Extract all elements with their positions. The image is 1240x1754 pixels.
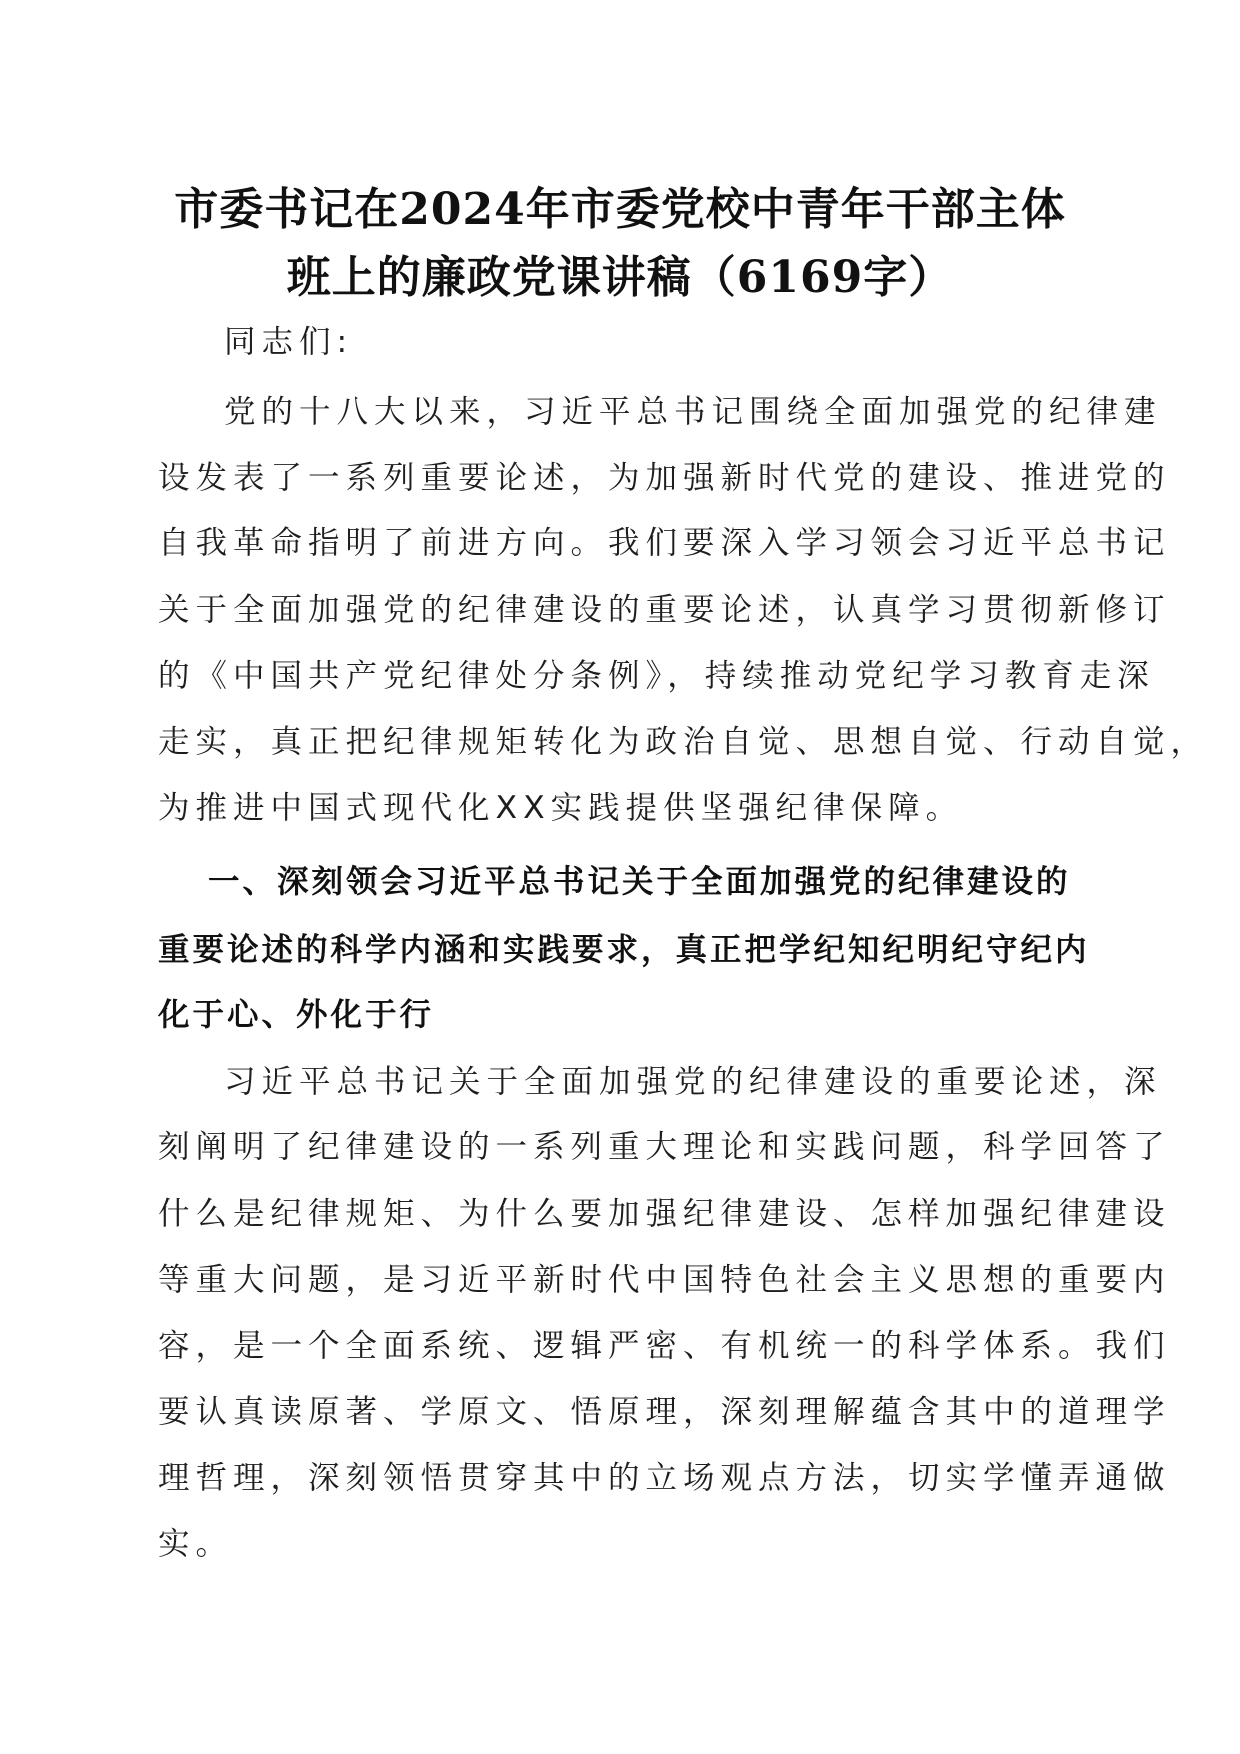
intro-line: 关于全面加强党的纪律建设的重要论述，认真学习贯彻新修订	[158, 592, 1171, 628]
intro-line: 设发表了一系列重要论述，为加强新时代党的建设、推进党的	[158, 460, 1171, 496]
intro-line: 党的十八大以来，习近平总书记围绕全面加强党的纪律建	[224, 394, 1162, 430]
body-line: 理哲理，深刻领悟贯穿其中的立场观点方法，切实学懂弄通做	[158, 1460, 1171, 1496]
section-heading-line: 化于心、外化于行	[158, 997, 435, 1033]
body-line: 什么是纪律规矩、为什么要加强纪律建设、怎样加强纪律建设	[158, 1196, 1171, 1232]
salutation: 同志们:	[224, 324, 354, 360]
document-title-line-2: 班上的廉政党课讲稿（6169字）	[286, 252, 954, 303]
body-line: 实。	[158, 1526, 234, 1562]
body-line: 容，是一个全面系统、逻辑严密、有机统一的科学体系。我们	[158, 1328, 1171, 1364]
body-line: 习近平总书记关于全面加强党的纪律建设的重要论述，深	[224, 1064, 1162, 1100]
intro-line: 自我革命指明了前进方向。我们要深入学习领会习近平总书记	[158, 525, 1171, 561]
body-line: 要认真读原著、学原文、悟原理，深刻理解蕴含其中的道理学	[158, 1394, 1171, 1430]
intro-line: 为推进中国式现代化XX实践提供坚强纪律保障。	[158, 790, 964, 826]
intro-line: 走实，真正把纪律规矩转化为政治自觉、思想自觉、行动自觉，	[158, 724, 1209, 760]
intro-line: 的《中国共产党纪律处分条例》，持续推动党纪学习教育走深	[158, 658, 1155, 694]
body-line: 刻阐明了纪律建设的一系列重大理论和实践问题，科学回答了	[158, 1129, 1171, 1165]
document-title-line-1: 市委书记在2024年市委党校中青年干部主体	[174, 184, 1066, 235]
section-heading-line: 一、深刻领会习近平总书记关于全面加强党的纪律建设的	[208, 864, 1071, 900]
body-line: 等重大问题，是习近平新时代中国特色社会主义思想的重要内	[158, 1262, 1171, 1298]
section-heading-line: 重要论述的科学内涵和实践要求，真正把学纪知纪明纪守纪内	[158, 932, 1090, 968]
